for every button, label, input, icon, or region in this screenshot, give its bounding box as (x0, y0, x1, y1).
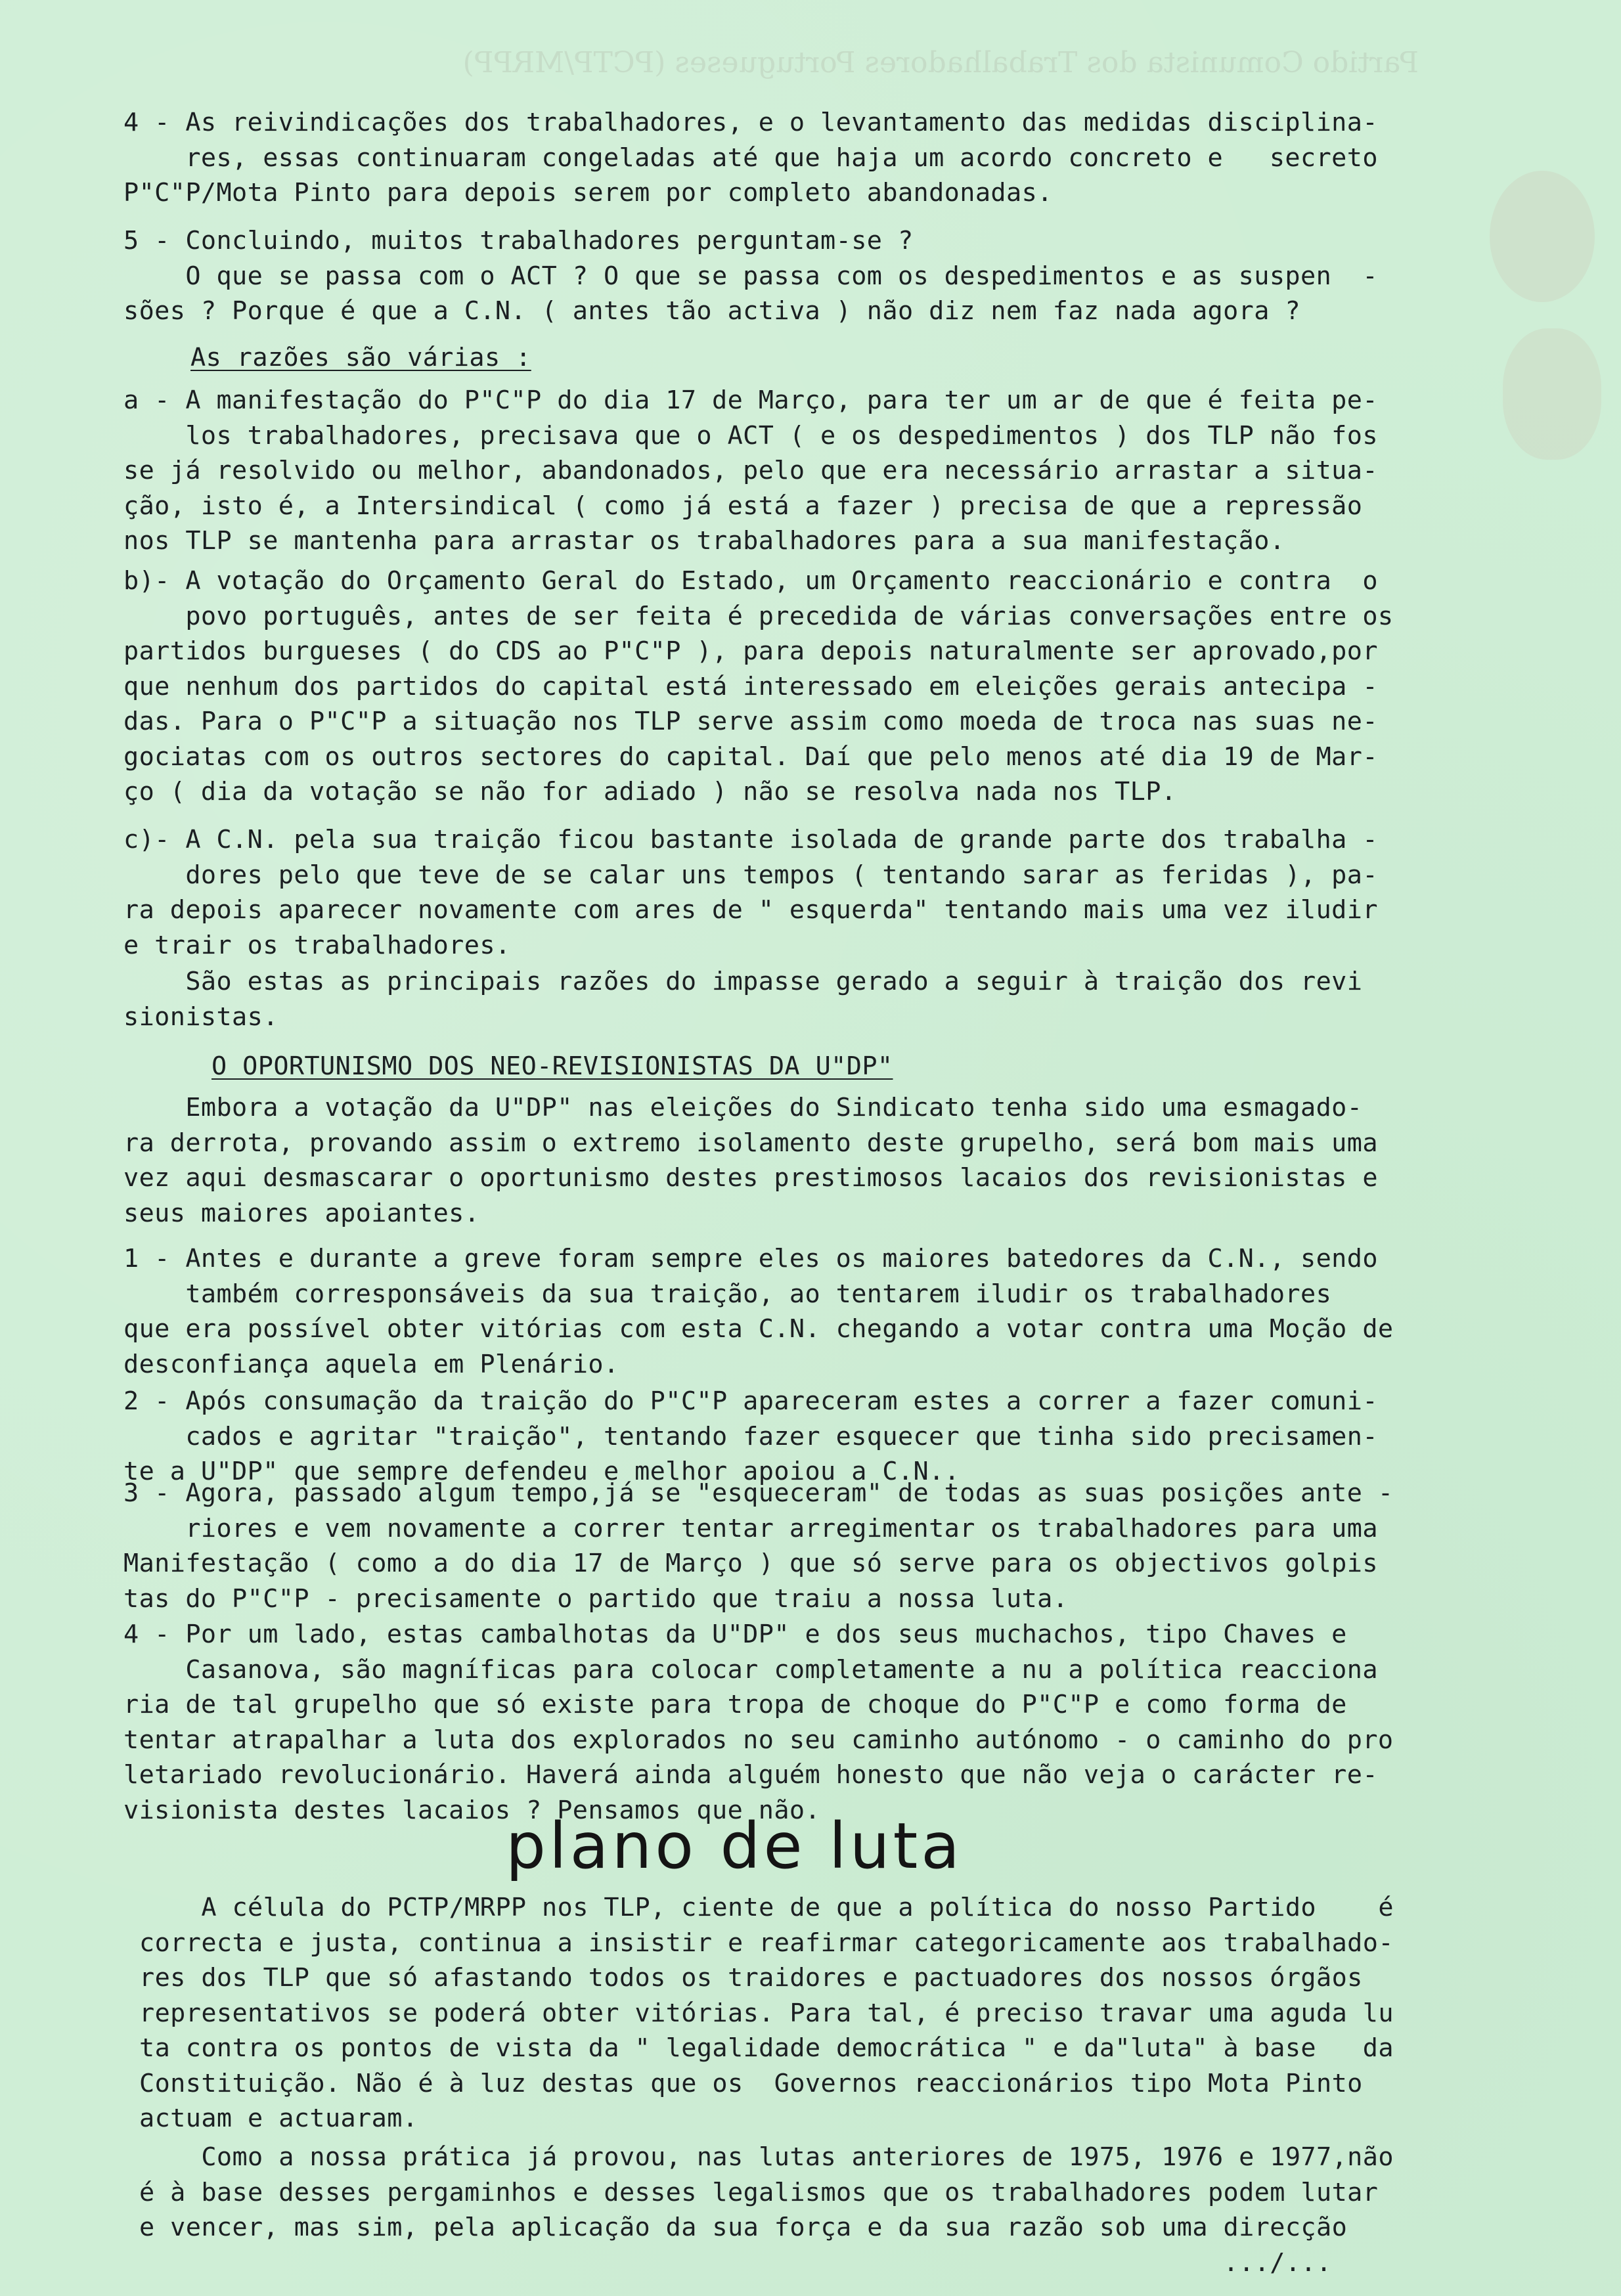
razoes-conclusion: São estas as principais razões do impasse gerado a seguir à traição dos revi sionistas. (123, 967, 1363, 1032)
razao-a-paragraph: a - A manifestação do P"C"P do dia 17 de Março, para ter um ar de que é feita pe- los trabalhadores, precisava que o ACT ( e os despedimentos ) dos TLP não fos se já resolvido ou melhor, abandonados, pelo que era necessário arrastar a situa- ção, isto é, a Intersindical ( como já está a fazer ) precisa de que a repressão nos TLP se mantenha para arrastar os trabalhadores para a sua manifestação. (123, 386, 1378, 556)
bleed-through-emblem-lower (1503, 328, 1601, 460)
oportunismo-point-3: 3 - Agora, passado algum tempo,já se "esqueceram" de todas as suas posições ante - riores e vem novamente a correr tentar arregimentar os trabalhadores para uma Manifestação ( como a do dia 17 de Março ) que só serve para os objectivos golpis tas do P"C"P - precisamente o partido que traiu a nossa luta. (123, 1478, 1394, 1614)
razoes-heading: As razões são várias : (190, 343, 531, 372)
plano-paragraph-2: Como a nossa prática já provou, nas lutas anteriores de 1975, 1976 e 1977,não é à base desses pergaminhos e desses legalismos que os trabalhadores podem lutar e vencer, mas sim, pela aplicação da sua força e da sua razão sob uma direcção .../... (139, 2142, 1394, 2278)
plano-paragraph-1: A célula do PCTP/MRPP nos TLP, ciente de que a política do nosso Partido é correcta e justa, continua a insistir e reafirmar categoricamente aos trabalhado- res dos TLP que só afastando todos os traidores e pactuadores dos nossos órgãos representativos se poderá obter vitórias. Para tal, é preciso travar uma aguda lu ta contra os pontos de vista da " legalidade democrática " e da"luta" à base da Constituição. Não é à luz destas que os Governos reaccionários tipo Mota Pinto actuam e actuaram. (139, 1893, 1394, 2133)
plano-de-luta-title: plano de luta (506, 1809, 964, 1883)
oportunismo-point-2: 2 - Após consumação da traição do P"C"P apareceram estes a correr a fazer comuni- cados e agritar "traição", tentando fazer esquecer que tinha sido precisamen- te a U"DP" que sempre defendeu e melhor apoiou a C.N.. (123, 1386, 1378, 1486)
section-5-paragraph: 5 - Concluindo, muitos trabalhadores perguntam-se ? O que se passa com o ACT ? O que se passa com os despedimentos e as suspen - sões ? Porque é que a C.N. ( antes tão activa ) não diz nem faz nada agora ? (123, 226, 1378, 326)
razao-c-paragraph: c)- A C.N. pela sua traição ficou bastante isolada de grande parte dos trabalha - dores pelo que teve de se calar uns tempos ( tentando sarar as feridas ), pa- ra depois aparecer novamente com ares de " esquerda" tentando mais uma vez iludir e trair os trabalhadores. (123, 825, 1378, 960)
oportunismo-heading: O OPORTUNISMO DOS NEO-REVISIONISTAS DA U"DP" (211, 1051, 893, 1081)
oportunismo-point-1: 1 - Antes e durante a greve foram sempre eles os maiores batedores da C.N., sendo também corresponsáveis da sua traição, ao tentarem iludir os trabalhadores que era possível obter vitórias com esta C.N. chegando a votar contra uma Moção de desconfiança aquela em Plenário. (123, 1244, 1394, 1379)
bleed-through-emblem (1490, 171, 1595, 302)
bleed-through-header: Partido Comunista dos Trabalhadores Portugueses (PCTP/MRPP) (462, 46, 1419, 79)
razao-b-paragraph: b)- A votação do Orçamento Geral do Estado, um Orçamento reaccionário e contra o povo português, antes de ser feita é precedida de várias conversações entre os partidos burgueses ( do CDS ao P"C"P ), para depois naturalmente ser aprovado,por que nenhum dos partidos do capital está interessado em eleições gerais antecipa - das. Para o P"C"P a situação nos TLP serve assim como moeda de troca nas suas ne- gociatas com os outros sectores do capital. Daí que pelo menos até dia 19 de Mar- ço ( dia da votação se não for adiado ) não se resolva nada nos TLP. (123, 566, 1394, 806)
oportunismo-point-4: 4 - Por um lado, estas cambalhotas da U"DP" e dos seus muchachos, tipo Chaves e Casanova, são magníficas para colocar completamente a nu a política reacciona ria de tal grupelho que só existe para tropa de choque do P"C"P e como forma de tentar atrapalhar a luta dos explorados no seu caminho autónomo - o caminho do pro letariado revolucionário. Haverá ainda alguém honesto que não veja o carácter re- visionista destes lacaios ? Pensamos que não. (123, 1620, 1394, 1825)
oportunismo-intro: Embora a votação da U"DP" nas eleições do Sindicato tenha sido uma esmagado- ra derrota, provando assim o extremo isolamento deste grupelho, será bom mais uma vez aqui desmascarar o oportunismo destes prestimosos lacaios dos revisionistas e seus maiores apoiantes. (123, 1093, 1378, 1228)
section-4-paragraph: 4 - As reivindicações dos trabalhadores, e o levantamento das medidas disciplina- res, essas continuaram congeladas até que haja um acordo concreto e secreto P"C"P/Mota Pinto para depois serem por completo abandonadas. (123, 108, 1378, 208)
